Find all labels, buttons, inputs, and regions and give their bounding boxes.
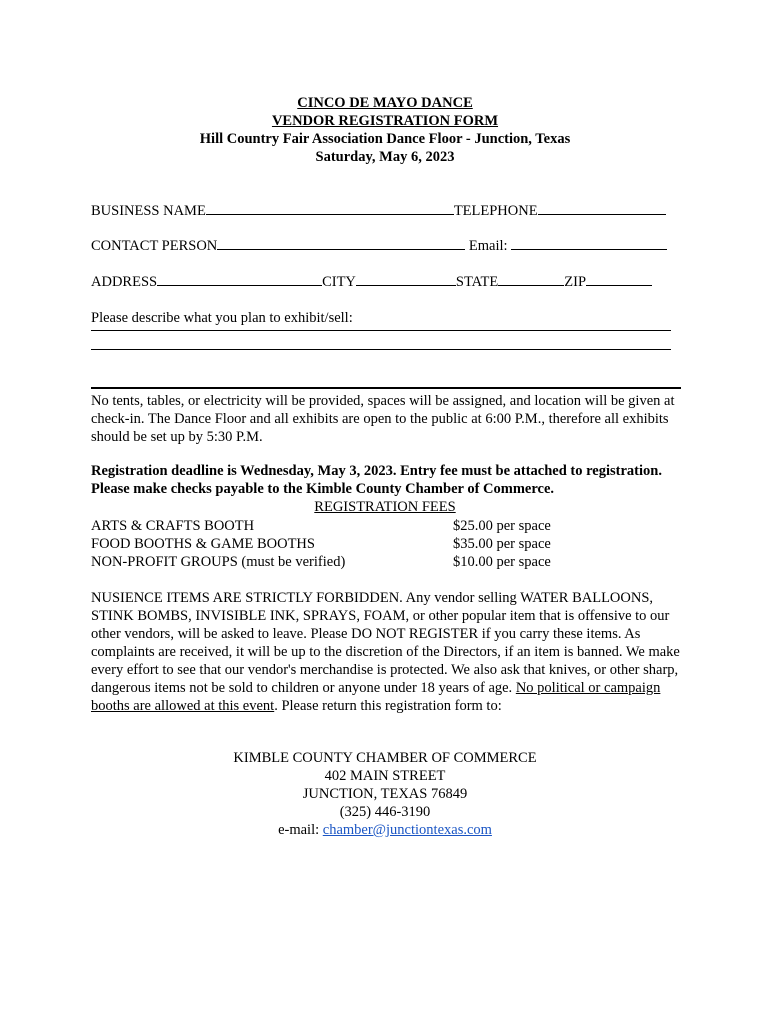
form-date: Saturday, May 6, 2023 xyxy=(315,149,455,165)
address-field[interactable] xyxy=(157,272,322,286)
state-field[interactable] xyxy=(498,272,564,286)
rules-political-note: No political or campaign booths are allowed at this event xyxy=(91,680,661,714)
business-line xyxy=(91,201,666,220)
fee-name: ARTS & CRAFTS BOOTH xyxy=(91,518,255,534)
contact-person-label: CONTACT PERSON xyxy=(91,238,218,254)
zip-label: ZIP xyxy=(564,274,587,290)
describe-line-1[interactable] xyxy=(91,330,671,331)
telephone-field[interactable] xyxy=(538,201,666,215)
rules-paragraph xyxy=(91,589,681,715)
zip-field[interactable] xyxy=(586,272,652,286)
return-address xyxy=(0,749,770,839)
email-link[interactable]: chamber@junctiontexas.com xyxy=(322,822,492,838)
email-label: Email: xyxy=(468,238,508,254)
form-header xyxy=(0,94,770,166)
notice-paragraph: No tents, tables, or electricity will be provided, spaces will be assigned, and location will be given at check-in. The Dance Floor and all exhibits are open to the public at 6:00 P.M., therefore all exhibits should be set up by 5:30 P.M. xyxy=(91,393,675,445)
contact-line xyxy=(91,236,667,255)
business-name-field[interactable] xyxy=(206,201,454,215)
email-field[interactable] xyxy=(511,236,667,250)
form-venue: Hill Country Fair Association Dance Floor - Junction, Texas xyxy=(199,131,571,147)
address-label: ADDRESS xyxy=(91,274,158,290)
rules-text: NUSIENCE ITEMS ARE STRICTLY FORBIDDEN. Any vendor selling WATER BALLOONS, STINK BOMBS, INVISIBLE INK, SPRAYS, FOAM, or other popular item that is offensive to our other vendors, will be asked to leave. Please DO NOT REGISTER if you carry these items. As complaints are received, it will be up to the discretion of the Directors, if an item is banned. We make every effort to see that our vendor's merchandise is protected. We also ask that knives, or other sharp, dangerous items not be sold to children or anyone under 18 years of age. xyxy=(91,590,680,696)
address-email-line xyxy=(0,821,770,839)
address-city: JUNCTION, TEXAS 76849 xyxy=(302,786,468,802)
address-org: KIMBLE COUNTY CHAMBER OF COMMERCE xyxy=(233,750,537,766)
email-prefix: e-mail: xyxy=(278,822,323,838)
rules-return-text: . Please return this registration form to: xyxy=(274,698,502,714)
state-label: STATE xyxy=(455,274,499,290)
telephone-label: TELEPHONE xyxy=(453,203,538,219)
fees-title: REGISTRATION FEES xyxy=(314,499,456,515)
form-title: CINCO DE MAYO DANCE xyxy=(297,95,473,111)
fee-price: $25.00 per space xyxy=(453,518,551,534)
business-name-label: BUSINESS NAME xyxy=(91,203,206,219)
contact-person-field[interactable] xyxy=(217,236,465,250)
form-subtitle: VENDOR REGISTRATION FORM xyxy=(271,113,499,129)
describe-line-2[interactable] xyxy=(91,349,671,350)
address-line xyxy=(91,272,652,291)
fee-name: NON-PROFIT GROUPS (must be verified) xyxy=(91,554,346,570)
deadline-paragraph: Registration deadline is Wednesday, May 3, 2023. Entry fee must be attached to registration. Please make checks payable to the Kimble County Chamber of Commerce. xyxy=(91,463,662,497)
city-field[interactable] xyxy=(356,272,456,286)
city-label: CITY xyxy=(322,274,356,290)
address-street: 402 MAIN STREET xyxy=(324,768,446,784)
address-phone: (325) 446-3190 xyxy=(339,804,431,820)
describe-label: Please describe what you plan to exhibit/sell: xyxy=(91,310,353,326)
fee-price: $10.00 per space xyxy=(453,554,551,570)
fee-price: $35.00 per space xyxy=(453,536,551,552)
section-divider xyxy=(91,387,681,389)
fee-name: FOOD BOOTHS & GAME BOOTHS xyxy=(91,536,315,552)
